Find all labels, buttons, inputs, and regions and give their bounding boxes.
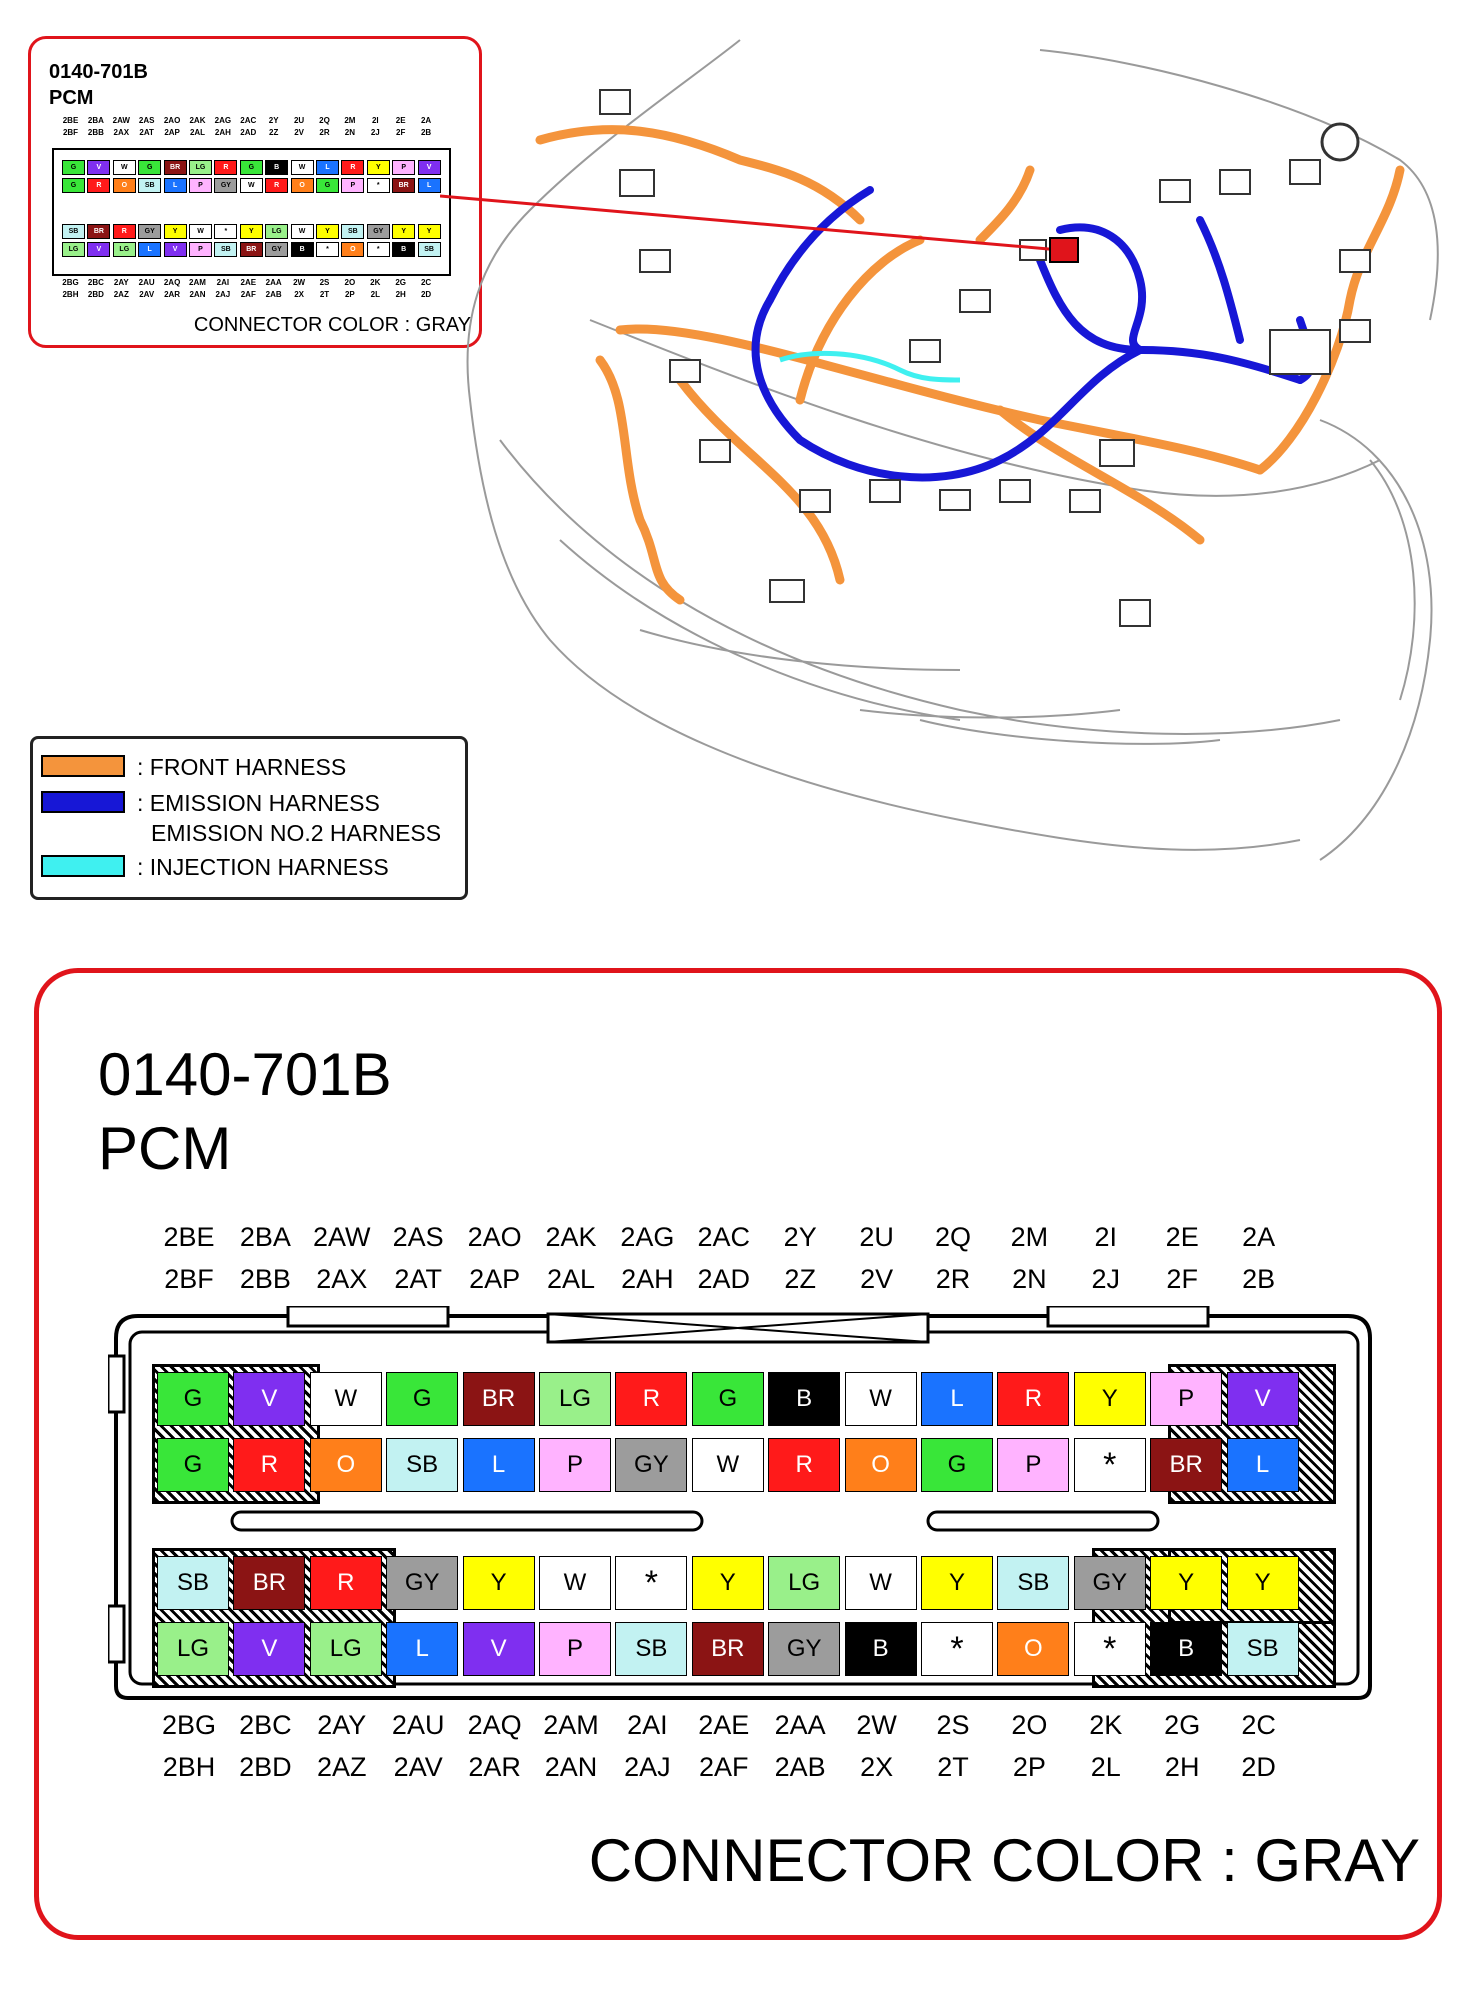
pin-number-label: 2BC xyxy=(239,1710,292,1740)
pin-number-label: 2Q xyxy=(934,1222,972,1252)
terminal-cell: BR xyxy=(692,1622,764,1676)
pin-number-label: 2AZ xyxy=(317,1752,367,1782)
inset-pin-number-label: 2Z xyxy=(269,128,279,137)
pin-number-label: 2G xyxy=(1164,1710,1201,1740)
terminal-cell: P xyxy=(997,1438,1069,1492)
terminal-cell: SB xyxy=(1227,1622,1299,1676)
inset-pin-number-label: 2B xyxy=(420,128,432,137)
terminal-cell: LG xyxy=(768,1556,840,1610)
terminal-cell: B xyxy=(845,1622,917,1676)
inset-pin-number-label: 2U xyxy=(293,116,305,125)
inset-terminal-cell: B xyxy=(291,242,314,257)
inset-terminal-cell: GY xyxy=(214,178,237,193)
inset-name: PCM xyxy=(49,87,94,109)
inset-pin-number-label: 2O xyxy=(344,278,356,287)
terminal-cell: R xyxy=(615,1372,687,1426)
inset-terminal-cell: O xyxy=(291,178,314,193)
terminal-cell: GY xyxy=(1074,1556,1146,1610)
pin-number-label: 2C xyxy=(1241,1710,1276,1740)
inset-terminal-cell: LG xyxy=(265,224,288,239)
pin-number-label: 2Z xyxy=(784,1264,816,1294)
pin-number-label: 2F xyxy=(1166,1264,1198,1294)
inset-pin-number-label: 2AU xyxy=(138,278,155,287)
inset-terminal-cell: V xyxy=(418,160,441,175)
terminal-cell: GY xyxy=(768,1622,840,1676)
pin-number-label: 2I xyxy=(1094,1222,1118,1252)
inset-terminal-cell: GY xyxy=(265,242,288,257)
inset-pin-number-label: 2AE xyxy=(240,278,257,287)
inset-terminal-cell: B xyxy=(392,242,415,257)
inset-pin-number-label: 2V xyxy=(294,128,304,137)
inset-pin-number-label: 2BH xyxy=(62,290,79,299)
terminal-cell: * xyxy=(615,1556,687,1610)
inset-terminal-cell: W xyxy=(291,224,314,239)
connector-code: 0140-701B xyxy=(98,1041,392,1108)
terminal-cell: SB xyxy=(997,1556,1069,1610)
terminal-cell: G xyxy=(157,1438,229,1492)
terminal-cell: Y xyxy=(921,1556,993,1610)
inset-terminal-cell: L xyxy=(138,242,161,257)
terminal-cell: W xyxy=(845,1556,917,1610)
inset-pin-number-label: 2H xyxy=(395,290,406,299)
inset-pin-number-label: 2M xyxy=(344,116,356,125)
inset-pin-number-label: 2AM xyxy=(189,278,206,287)
pin-number-label: 2S xyxy=(936,1710,970,1740)
terminal-cell: LG xyxy=(539,1372,611,1426)
pin-number-label: 2AL xyxy=(546,1264,596,1294)
inset-terminal-cell: V xyxy=(87,242,110,257)
inset-terminal-cell: SB xyxy=(214,242,237,257)
inset-terminal-cell: Y xyxy=(164,224,187,239)
inset-terminal-cell: R xyxy=(341,160,364,175)
inset-pin-number-label: 2N xyxy=(344,128,355,137)
inset-pin-number-label: 2AH xyxy=(214,128,231,137)
pin-number-label: 2AG xyxy=(620,1222,675,1252)
inset-pin-number-label: 2AY xyxy=(113,278,129,287)
terminal-cell: BR xyxy=(1150,1438,1222,1492)
inset-terminal-cell: W xyxy=(240,178,263,193)
terminal-cell: Y xyxy=(1227,1556,1299,1610)
inset-terminal-cell: Y xyxy=(392,224,415,239)
inset-terminal-cell: G xyxy=(240,160,263,175)
pointer-line xyxy=(440,196,1060,250)
inset-pin-number-label: 2AR xyxy=(164,290,181,299)
terminal-cell: V xyxy=(463,1622,535,1676)
terminal-cell: L xyxy=(1227,1438,1299,1492)
pin-number-label: 2AP xyxy=(469,1264,521,1294)
pin-number-label: 2R xyxy=(935,1264,971,1294)
legend-label: : INJECTION HARNESS xyxy=(137,854,389,880)
inset-terminal-cell: L xyxy=(316,160,339,175)
inset-pin-number-label: 2I xyxy=(371,116,379,125)
pin-number-label: 2V xyxy=(860,1264,894,1294)
inset-pin-number-label: 2Y xyxy=(268,116,279,125)
terminal-cell: Y xyxy=(463,1556,535,1610)
engine-harness-illustration xyxy=(440,20,1450,900)
inset-pin-number-label: 2AQ xyxy=(163,278,181,287)
inset-terminal-cell: BR xyxy=(392,178,415,193)
terminal-cell: W xyxy=(310,1372,382,1426)
inset-terminal-cell: G xyxy=(138,160,161,175)
pin-number-label: 2AO xyxy=(467,1222,522,1252)
terminal-cell: R xyxy=(233,1438,305,1492)
connector-blocks xyxy=(600,90,1370,626)
inset-pin-number-label: 2L xyxy=(370,290,380,299)
pin-number-label: 2AW xyxy=(313,1222,371,1252)
inset-terminal-cell: R xyxy=(214,160,237,175)
inset-pin-number-label: 2AW xyxy=(112,116,130,125)
pin-number-label: 2AE xyxy=(698,1710,750,1740)
inset-terminal-cell: BR xyxy=(87,224,110,239)
terminal-cell: G xyxy=(692,1372,764,1426)
terminal-cell: B xyxy=(768,1372,840,1426)
harness-legend xyxy=(30,736,468,900)
pin-number-label: 2P xyxy=(1012,1752,1046,1782)
terminal-cell: R xyxy=(768,1438,840,1492)
inset-terminal-cell: SB xyxy=(62,224,85,239)
legend-label: EMISSION NO.2 HARNESS xyxy=(151,820,442,846)
inset-terminal-cell: O xyxy=(113,178,136,193)
pin-number-label: 2M xyxy=(1010,1222,1049,1252)
emission-harness-path xyxy=(756,190,1312,477)
inset-pin-number-label: 2A xyxy=(420,116,432,125)
inset-terminal-cell: W xyxy=(113,160,136,175)
inset-pin-number-label: 2BC xyxy=(87,278,104,287)
inset-pin-number-label: 2AA xyxy=(265,278,282,287)
inset-terminal-cell: SB xyxy=(341,224,364,239)
pin-number-label: 2AY xyxy=(317,1710,367,1740)
pin-number-label: 2N xyxy=(1012,1264,1047,1294)
inset-pin-number-label: 2K xyxy=(370,278,381,287)
pin-number-label: 2J xyxy=(1091,1264,1121,1294)
terminal-cell: Y xyxy=(1074,1372,1146,1426)
pin-number-label: 2AT xyxy=(394,1264,442,1294)
connector-color-label: CONNECTOR COLOR : GRAY xyxy=(588,1827,1420,1894)
terminal-cell: GY xyxy=(386,1556,458,1610)
inset-pin-number-label: 2X xyxy=(294,290,304,299)
terminal-cell: G xyxy=(386,1372,458,1426)
terminal-cell: Y xyxy=(1150,1556,1222,1610)
inset-terminal-cell: V xyxy=(87,160,110,175)
pin-number-label: 2AK xyxy=(545,1222,597,1252)
terminal-cell: SB xyxy=(615,1622,687,1676)
inset-terminal-cell: W xyxy=(189,224,212,239)
inset-pin-number-label: 2AS xyxy=(138,116,155,125)
pin-number-label: 2AJ xyxy=(624,1752,671,1782)
terminal-cell: V xyxy=(233,1372,305,1426)
inset-terminal-cell: G xyxy=(62,160,85,175)
pin-number-label: 2BG xyxy=(161,1710,217,1740)
inset-pin-number-label: 2AP xyxy=(164,128,180,137)
terminal-cell: SB xyxy=(386,1438,458,1492)
inset-terminal-cell: L xyxy=(418,178,441,193)
inset-terminal-cell: G xyxy=(62,178,85,193)
terminal-cell: G xyxy=(157,1372,229,1426)
inset-terminal-cell: LG xyxy=(113,242,136,257)
pin-number-label: 2AX xyxy=(316,1264,368,1294)
terminal-cell: Y xyxy=(692,1556,764,1610)
terminal-cell: LG xyxy=(157,1622,229,1676)
inset-pin-number-label: 2G xyxy=(395,278,407,287)
inset-terminal-cell: BR xyxy=(240,242,263,257)
pin-number-label: 2AI xyxy=(627,1710,668,1740)
pin-number-label: 2A xyxy=(1242,1222,1276,1252)
inset-pin-number-label: 2AV xyxy=(139,290,155,299)
terminal-cell: R xyxy=(997,1372,1069,1426)
inset-pin-number-label: 2BF xyxy=(62,128,79,137)
inset-terminal-cell: R xyxy=(87,178,110,193)
pin-number-label: 2AU xyxy=(391,1710,445,1740)
legend-label: : FRONT HARNESS xyxy=(137,754,347,780)
terminal-cell: BR xyxy=(233,1556,305,1610)
terminal-cell: W xyxy=(845,1372,917,1426)
inset-terminal-cell: * xyxy=(214,224,237,239)
inset-terminal-cell: P xyxy=(189,178,212,193)
terminal-cell: LG xyxy=(310,1622,382,1676)
inset-pin-number-label: 2J xyxy=(370,128,380,137)
inset-terminal-cell: Y xyxy=(316,224,339,239)
inset-pin-number-label: 2Q xyxy=(319,116,330,125)
inset-terminal-cell: P xyxy=(189,242,212,257)
inset-terminal-cell: V xyxy=(164,242,187,257)
pin-number-label: 2D xyxy=(1241,1752,1276,1782)
inset-pin-number-label: 2BD xyxy=(87,290,104,299)
pin-number-label: 2AR xyxy=(468,1752,521,1782)
inset-terminal-cell: Y xyxy=(367,160,390,175)
inset-pin-number-label: 2AC xyxy=(240,116,257,125)
pin-number-label: 2BE xyxy=(163,1222,215,1252)
pin-number-label: 2K xyxy=(1089,1710,1123,1740)
pin-number-label: 2AN xyxy=(544,1752,598,1782)
pin-number-label: 2AM xyxy=(543,1710,599,1740)
pin-number-label: 2B xyxy=(1242,1264,1276,1294)
inset-terminal-cell: P xyxy=(341,178,364,193)
pin-number-label: 2AS xyxy=(392,1222,444,1252)
legend-swatch xyxy=(41,855,125,877)
pin-number-label: 2O xyxy=(1011,1710,1048,1740)
inset-pin-number-label: 2AO xyxy=(163,116,181,125)
pin-number-label: 2BF xyxy=(164,1264,214,1294)
inset-pin-number-label: 2BB xyxy=(87,128,104,137)
pin-number-label: 2AF xyxy=(699,1752,749,1782)
inset-terminal-cell: SB xyxy=(418,242,441,257)
terminal-cell: SB xyxy=(157,1556,229,1610)
legend-swatch xyxy=(41,755,125,777)
inset-terminal-cell: GY xyxy=(367,224,390,239)
inset-pin-number-label: 2AT xyxy=(139,128,154,137)
inset-terminal-cell: * xyxy=(316,242,339,257)
terminal-cell: L xyxy=(386,1622,458,1676)
inset-pin-number-label: 2BE xyxy=(62,116,79,125)
pin-number-label: 2AB xyxy=(774,1752,826,1782)
inset-terminal-cell: GY xyxy=(138,224,161,239)
legend-swatch xyxy=(41,791,125,813)
inset-pin-number-label: 2AB xyxy=(265,290,282,299)
terminal-cell: * xyxy=(1074,1438,1146,1492)
inset-terminal-cell: G xyxy=(316,178,339,193)
inset-terminal-cell: W xyxy=(291,160,314,175)
inset-connector-color: CONNECTOR COLOR : GRAY xyxy=(193,314,471,336)
inset-pin-number-label: 2D xyxy=(420,290,432,299)
pin-number-label: 2BH xyxy=(162,1752,216,1782)
terminal-cell: BR xyxy=(463,1372,535,1426)
terminal-cell: W xyxy=(539,1556,611,1610)
terminal-cell: O xyxy=(997,1622,1069,1676)
pin-number-label: 2W xyxy=(856,1710,897,1740)
legend-label: : EMISSION HARNESS xyxy=(137,790,380,816)
inset-terminal-cell: Y xyxy=(418,224,441,239)
inset-connector-face xyxy=(52,148,451,276)
inset-pin-number-label: 2AG xyxy=(214,116,232,125)
pin-number-label: 2X xyxy=(860,1752,894,1782)
inset-terminal-cell: BR xyxy=(164,160,187,175)
terminal-cell: P xyxy=(539,1438,611,1492)
pin-number-label: 2AH xyxy=(621,1264,674,1294)
inset-pin-number-label: 2P xyxy=(344,290,355,299)
inset-terminal-cell: Y xyxy=(240,224,263,239)
terminal-cell: V xyxy=(233,1622,305,1676)
inset-terminal-cell: L xyxy=(164,178,187,193)
pin-number-label: 2BA xyxy=(239,1222,291,1252)
terminal-cell: B xyxy=(1150,1622,1222,1676)
inset-pin-number-label: 2BG xyxy=(62,278,79,287)
inset-pin-number-label: 2AD xyxy=(240,128,257,137)
inset-terminal-cell: P xyxy=(392,160,415,175)
terminal-cell: GY xyxy=(615,1438,687,1492)
pin-number-label: 2AV xyxy=(393,1752,443,1782)
terminal-cell: V xyxy=(1227,1372,1299,1426)
inset-pin-number-label: 2AK xyxy=(189,116,206,125)
terminal-cell: G xyxy=(921,1438,993,1492)
inset-terminal-cell: R xyxy=(265,178,288,193)
terminal-cell: L xyxy=(921,1372,993,1426)
inset-pin-number-label: 2AJ xyxy=(215,290,231,299)
inset-pin-number-label: 2S xyxy=(319,278,330,287)
pin-number-label: 2L xyxy=(1090,1752,1121,1782)
pin-number-label: 2AC xyxy=(697,1222,751,1252)
inset-pin-number-label: 2T xyxy=(319,290,330,299)
pin-number-label: 2AQ xyxy=(467,1710,522,1740)
inset-pin-number-label: 2AF xyxy=(240,290,256,299)
inset-terminal-cell: LG xyxy=(62,242,85,257)
pcm-connector-location xyxy=(1050,238,1078,262)
pin-number-label: 2AA xyxy=(774,1710,826,1740)
pin-number-label: 2BD xyxy=(239,1752,292,1782)
terminal-cell: O xyxy=(310,1438,382,1492)
pin-number-label: 2U xyxy=(859,1222,894,1252)
terminal-cell: P xyxy=(1150,1372,1222,1426)
pin-number-label: 2T xyxy=(937,1752,969,1782)
inset-pin-number-label: 2AZ xyxy=(113,290,129,299)
terminal-cell: O xyxy=(845,1438,917,1492)
inset-pin-number-label: 2AL xyxy=(189,128,206,137)
inset-pin-number-label: 2R xyxy=(319,128,330,137)
pin-number-label: 2AD xyxy=(697,1264,751,1294)
inset-pin-number-label: 2BA xyxy=(87,116,104,125)
inset-pin-number-label: 2C xyxy=(420,278,432,287)
pin-number-label: 2E xyxy=(1165,1222,1199,1252)
inset-pin-number-label: 2E xyxy=(395,116,406,125)
inset-pin-number-label: 2F xyxy=(396,128,406,137)
inset-pin-number-label: 2AX xyxy=(113,128,130,137)
terminal-cell: P xyxy=(539,1622,611,1676)
inset-terminal-cell: * xyxy=(367,178,390,193)
inset-terminal-cell: B xyxy=(265,160,288,175)
inset-terminal-cell: * xyxy=(367,242,390,257)
connector-name: PCM xyxy=(98,1115,232,1182)
inset-pin-number-label: 2W xyxy=(293,278,306,287)
terminal-cell: * xyxy=(1074,1622,1146,1676)
terminal-cell: R xyxy=(310,1556,382,1610)
terminal-cell: W xyxy=(692,1438,764,1492)
inset-terminal-cell: R xyxy=(113,224,136,239)
inset-terminal-cell: SB xyxy=(138,178,161,193)
pin-number-label: 2H xyxy=(1164,1752,1200,1782)
inset-pin-number-label: 2AN xyxy=(189,290,206,299)
terminal-cell: * xyxy=(921,1622,993,1676)
terminal-cell: L xyxy=(463,1438,535,1492)
inset-terminal-cell: LG xyxy=(189,160,212,175)
pin-number-label: 2Y xyxy=(783,1222,817,1252)
inset-code: 0140-701B xyxy=(49,61,148,83)
inset-pin-number-label: 2AI xyxy=(216,278,230,287)
inset-terminal-cell: O xyxy=(341,242,364,257)
pin-number-label: 2BB xyxy=(239,1264,291,1294)
